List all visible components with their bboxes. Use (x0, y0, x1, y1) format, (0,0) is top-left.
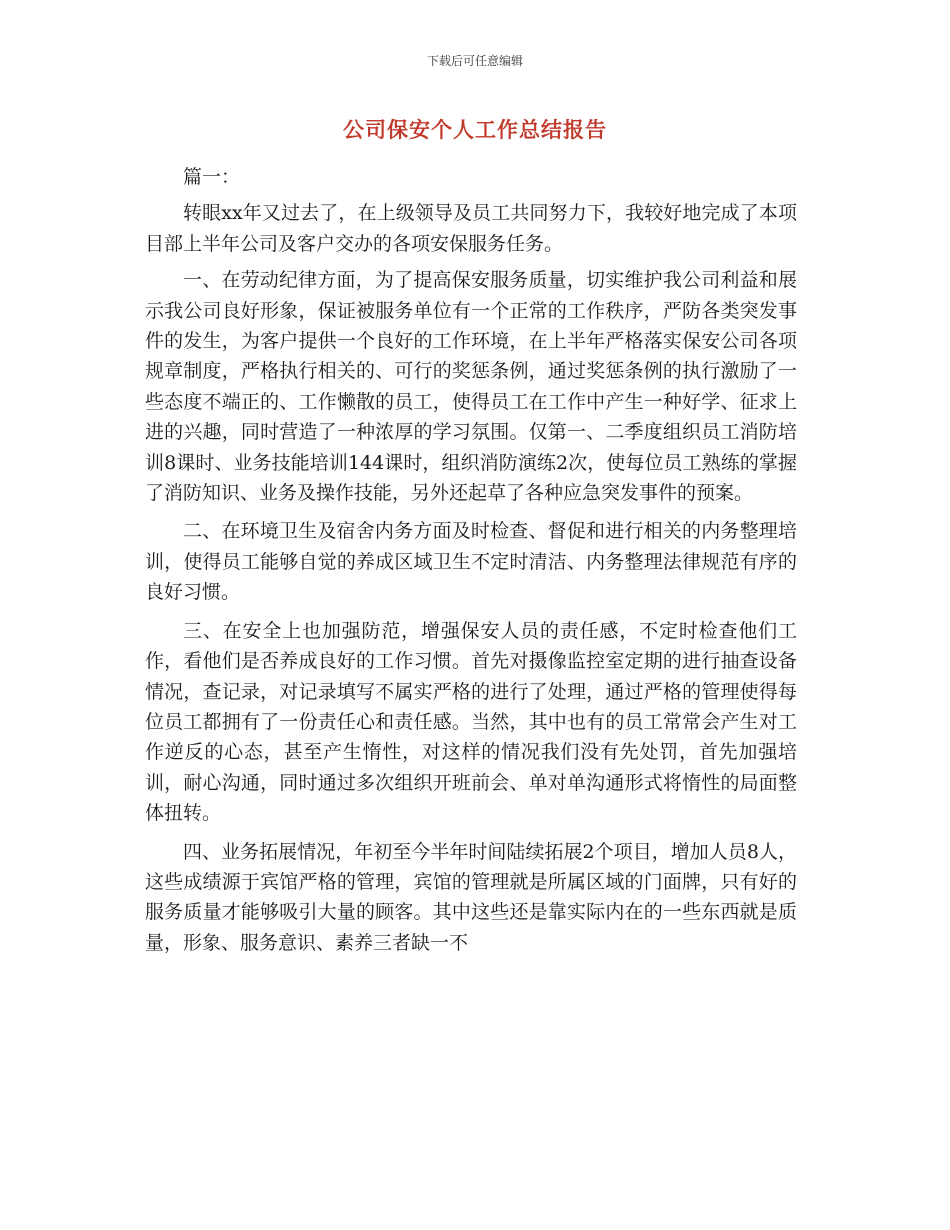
header-note: 下载后可任意编辑 (426, 54, 523, 68)
paragraph-labor-discipline: 一、在劳动纪律方面，为了提高保安服务质量，切实维护我公司利益和展示我公司良好形象，保证被服务单位有一个正常的工作秩序，严防各类突发事件的发生，为客户提供一个良好的工作环境，在上半年严格落实保安公司各项规章制度，严格执行相关的、可行的奖惩条例，通过奖惩条例的执行激励了一些态度不端正的、工作懒散的员工，使得员工在工作中产生一种好学、征求上进的兴趣，同时营造了一种浓厚的学习氛围。仅第一、二季度组织员工消防培训8课时、业务技能培训144课时，组织消防演练2次，使每位员工熟练的掌握了消防知识、业务及操作技能，另外还起草了各种应急突发事件的预案。 (145, 269, 797, 505)
paragraph-hygiene: 二、在环境卫生及宿舍内务方面及时检查、督促和进行相关的内务整理培训，使得员工能够自觉的养成区域卫生不定时清洁、内务整理法律规范有序的良好习惯。 (145, 520, 797, 604)
paragraph-safety: 三、在安全上也加强防范，增强保安人员的责任感，不定时检查他们工作，看他们是否养成良好的工作习惯。首先对摄像监控室定期的进行抽查设备情况，查记录，对记录填写不属实严格的进行了处理，通过严格的管理使得每位员工都拥有了一份责任心和责任感。当然，其中也有的员工常常会产生对工作逆反的心态，甚至产生惰性，对这样的情况我们没有先处罚，首先加强培训，耐心沟通，同时通过多次组织开班前会、单对单沟通形式将惰性的局面整体扭转。 (145, 619, 797, 825)
paragraph-intro: 转眼xx年又过去了，在上级领导及员工共同努力下，我较好地完成了本项目部上半年公司及客户交办的各项安保服务任务。 (145, 202, 797, 255)
paragraph-business-expansion: 四、业务拓展情况，年初至今半年时间陆续拓展2个项目，增加人员8人，这些成绩源于宾馆严格的管理，宾馆的管理就是所属区域的门面牌，只有好的服务质量才能够吸引大量的顾客。其中这些还是靠实际内在的一些东西就是质量，形象、服务意识、素养三者缺一不 (145, 840, 797, 954)
document-title: 公司保安个人工作总结报告 (343, 117, 607, 142)
document-body (145, 162, 797, 958)
section-label: 篇一： (183, 166, 241, 188)
